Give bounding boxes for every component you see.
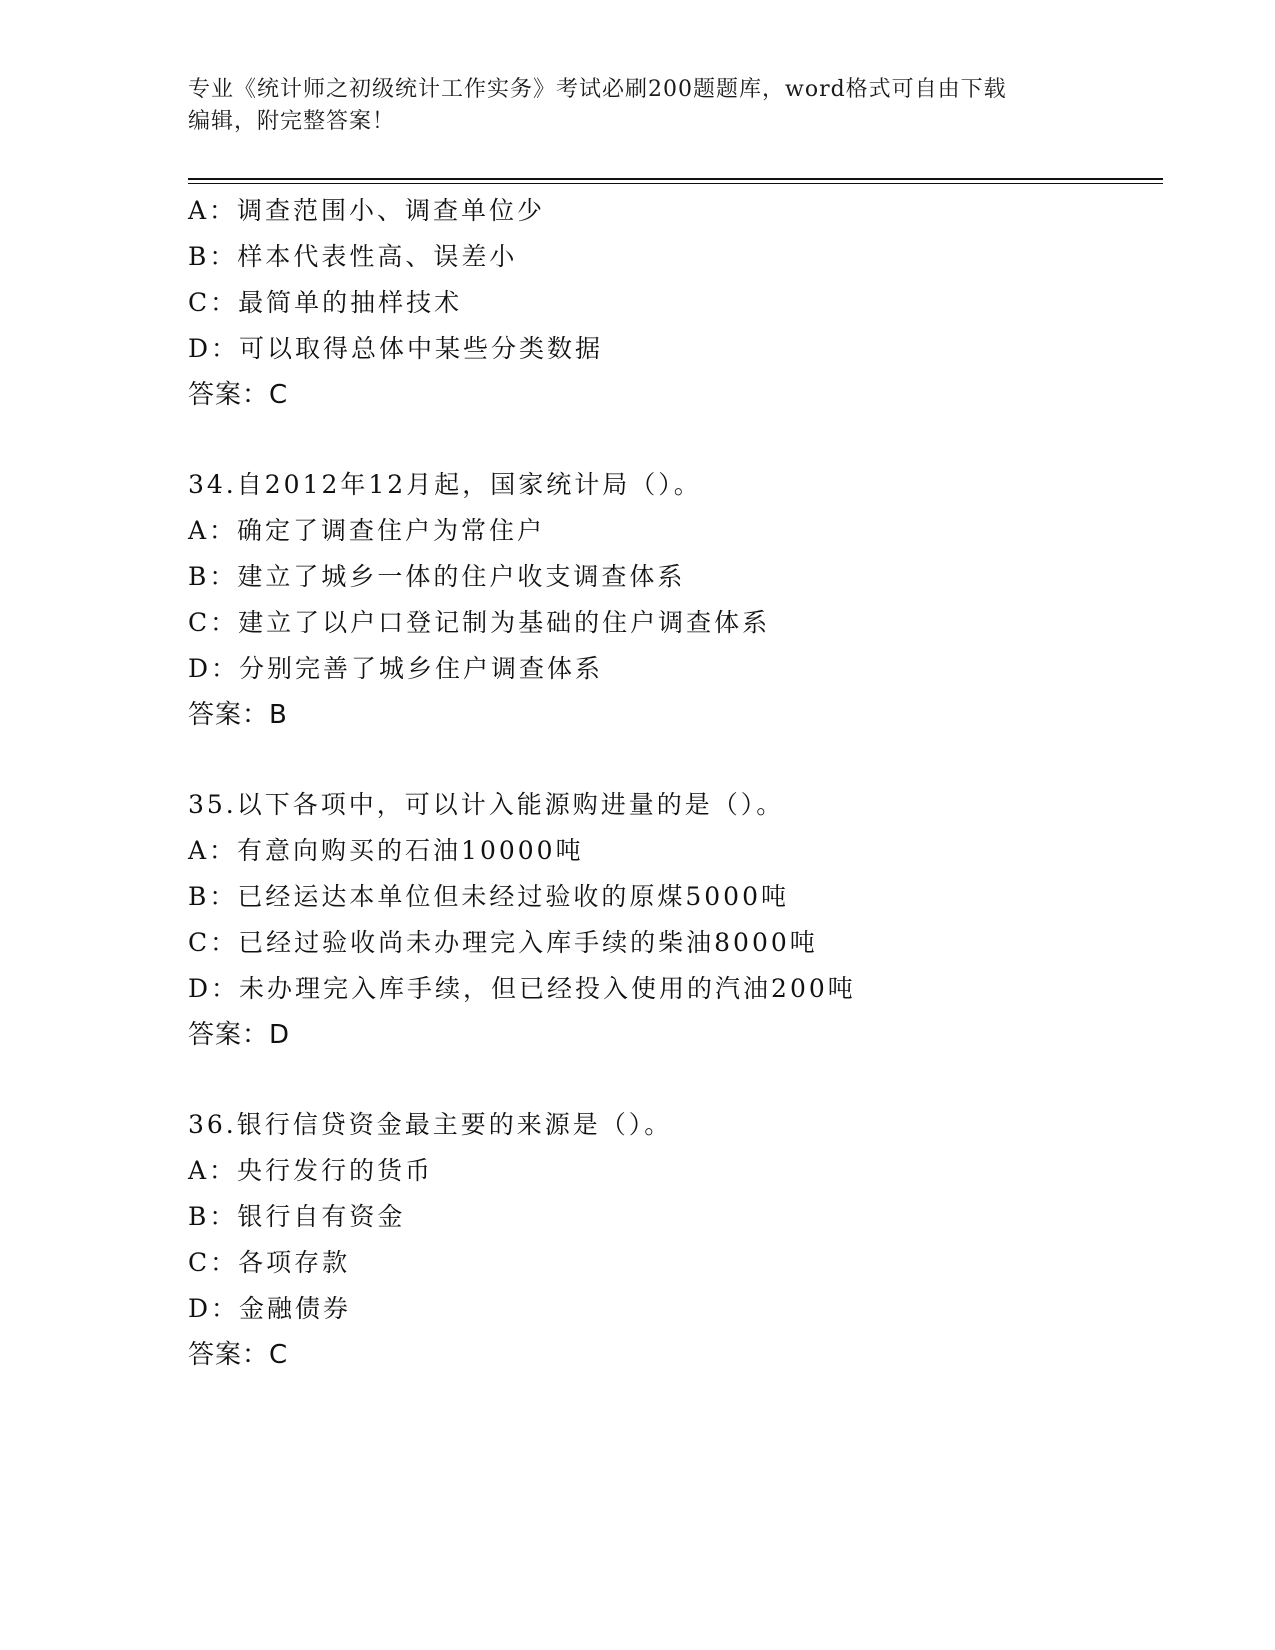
option-a: A：确定了调查住户为常住户 bbox=[188, 516, 546, 545]
question-stem: 36.银行信贷资金最主要的来源是（）。 bbox=[188, 1110, 673, 1139]
option-b: B：建立了城乡一体的住户收支调查体系 bbox=[188, 562, 686, 591]
question-block bbox=[188, 188, 1163, 418]
header-line-2: 编辑，附完整答案！ bbox=[188, 109, 396, 134]
header-divider-thin bbox=[188, 183, 1163, 184]
option-c: C：已经过验收尚未办理完入库手续的柴油8000吨 bbox=[188, 928, 818, 957]
question-stem: 35.以下各项中，可以计入能源购进量的是（）。 bbox=[188, 790, 785, 819]
option-d: D：未办理完入库手续，但已经投入使用的汽油200吨 bbox=[188, 974, 856, 1003]
option-c: C：各项存款 bbox=[188, 1248, 351, 1277]
question-block bbox=[188, 782, 1163, 1058]
option-b: B：已经运达本单位但未经过验收的原煤5000吨 bbox=[188, 882, 789, 911]
option-c: C：建立了以户口登记制为基础的住户调查体系 bbox=[188, 608, 771, 637]
answer-line: 答案：B bbox=[188, 700, 288, 730]
option-a: A：有意向购买的石油10000吨 bbox=[188, 836, 584, 865]
option-d: D：可以取得总体中某些分类数据 bbox=[188, 334, 604, 363]
option-d: D：分别完善了城乡住户调查体系 bbox=[188, 654, 604, 683]
option-a: A：调查范围小、调查单位少 bbox=[188, 196, 546, 225]
option-c: C：最简单的抽样技术 bbox=[188, 288, 463, 317]
header-divider-thick bbox=[188, 178, 1163, 180]
answer-line: 答案：D bbox=[188, 1020, 291, 1050]
option-a: A：央行发行的货币 bbox=[188, 1156, 434, 1185]
question-list bbox=[188, 188, 1163, 1422]
option-b: B：银行自有资金 bbox=[188, 1202, 406, 1231]
header-line-1: 专业《统计师之初级统计工作实务》考试必刷200题题库，word格式可自由下载 bbox=[188, 77, 1007, 102]
question-block bbox=[188, 462, 1163, 738]
option-d: D：金融债券 bbox=[188, 1294, 352, 1323]
question-block bbox=[188, 1102, 1163, 1378]
answer-line: 答案：C bbox=[188, 380, 289, 410]
option-b: B：样本代表性高、误差小 bbox=[188, 242, 518, 271]
answer-line: 答案：C bbox=[188, 1340, 289, 1370]
question-stem: 34.自2012年12月起，国家统计局（）。 bbox=[188, 470, 702, 499]
document-header bbox=[188, 74, 1088, 138]
